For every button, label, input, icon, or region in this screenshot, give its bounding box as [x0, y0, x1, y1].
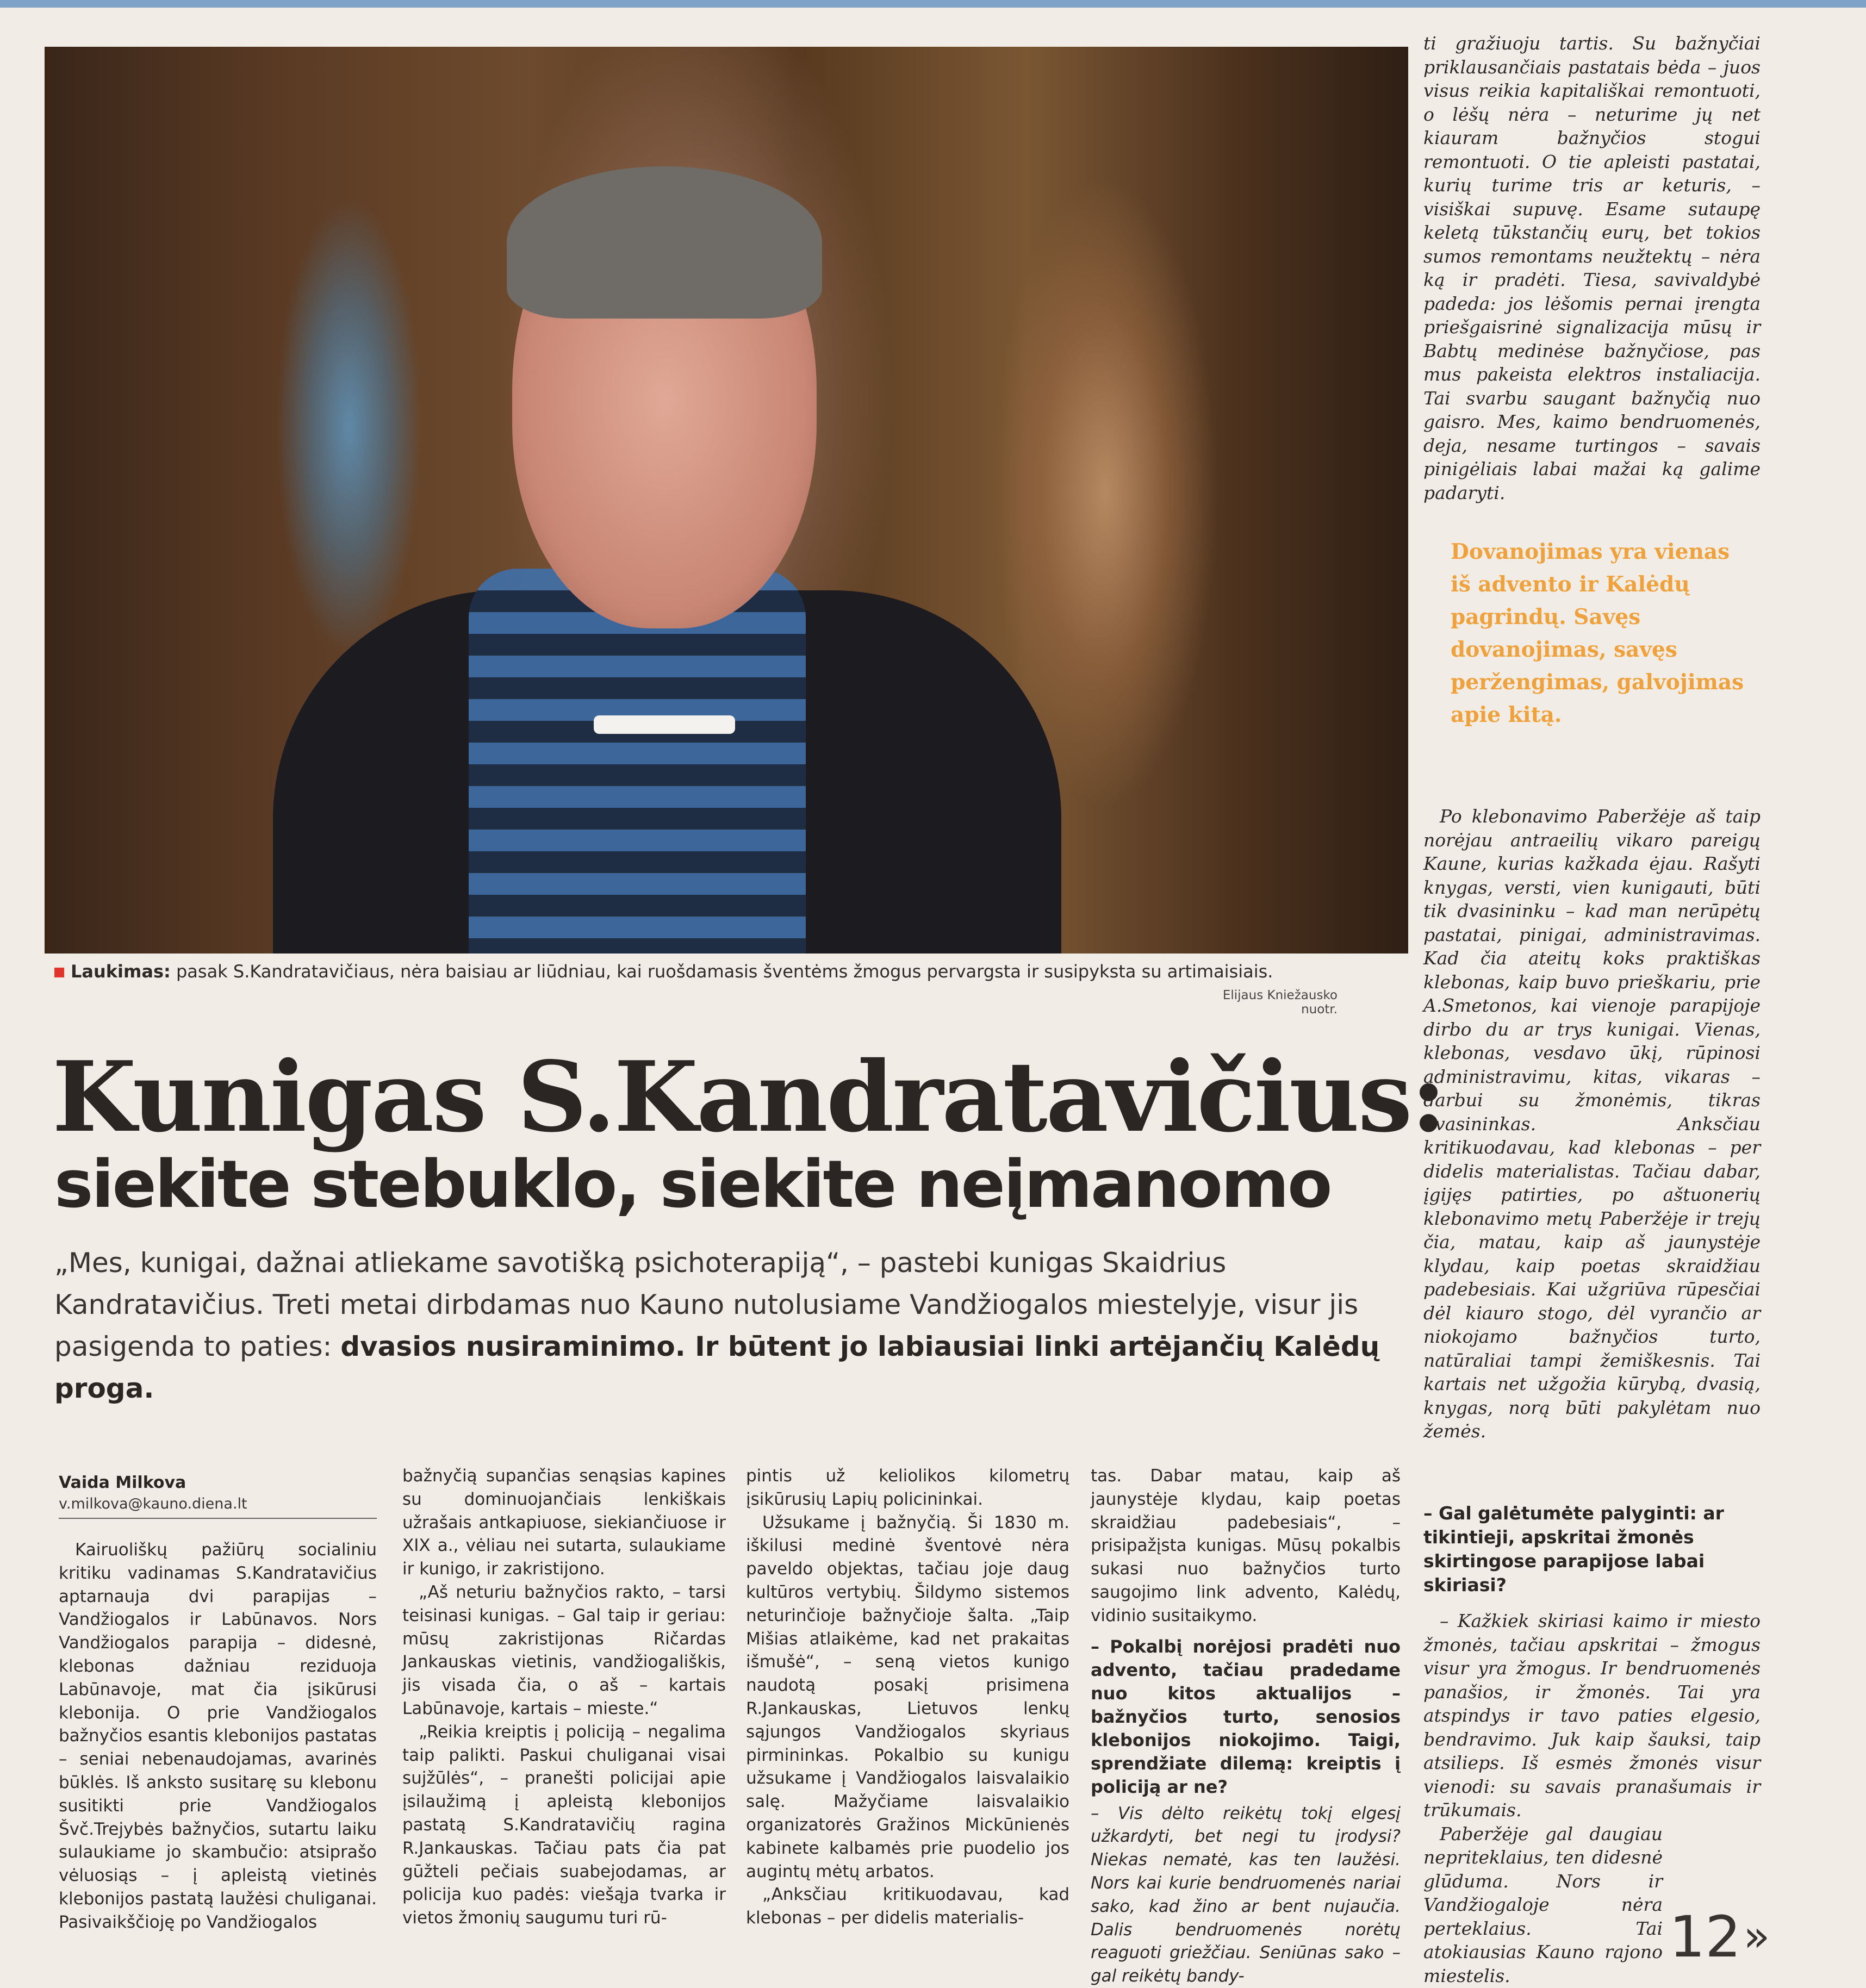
chevron-right-icon: » — [1743, 1911, 1770, 1961]
col2-paragraph-1: bažnyčią supančias senąsias kapines su dominuojančiais lenkiškais užrašais antkapiuose, siekiančiuose ir XIX a., vėliau nei sutarta, sulaukiame ir kunigo, ir zakristijono. — [402, 1466, 726, 1579]
priest-portrait-photo — [45, 47, 1408, 954]
author-email[interactable]: v.milkova@kauno.diena.lt — [59, 1495, 247, 1512]
col3-paragraph-2: Užsukame į bažnyčią. Ši 1830 m. iškilusi medinė šventovė nėra paveldo objektas, tačiau joje daug kultūros vertybių. Šildymo sistemos neturinčioje bažnyčioje šalta. „Taip Mišias atlaikėme, kad net prakaitas išmušė“, – seną vietos kunigo naudotą posakį prisimena R.Jankauskas, Lietuvos lenkų sąjungos Vandžiogalos skyriaus pirmininkas. Pokalbio su kunigu užsukame į Vandžiogalos laisvalaikio salę. Mažyčiame laisvalaikio organizatorės Gražinos Mickūnienės kabinete kalbamės prie puodelio jos augintų mėtų arbatos. — [746, 1512, 1069, 1881]
page-number-value: 12 — [1669, 1904, 1741, 1970]
right-column-top — [1423, 32, 1761, 504]
author-name: Vaida Milkova — [59, 1473, 186, 1492]
col3-paragraph-3: „Anksčiau kritikuodavau, kad klebonas – per didelis materialis- — [746, 1885, 1069, 1928]
body-column-1 — [59, 1538, 377, 1934]
lead-text: „Mes, kunigai, dažnai atliekame savotišką psichoterapiją“, – pastebi kunigas Skaidrius Kandratavičius. Treti metai dirbdamas nuo Kauno nutolusiame Vandžiogalos miestelyje, visur jis pasigenda to paties: — [54, 1247, 1359, 1362]
caption-marker-icon — [54, 968, 64, 977]
col3-paragraph-1: pintis už keliolikos kilometrų įsikūrusių Lapių policininkai. — [746, 1466, 1069, 1509]
right-column-mid — [1423, 805, 1761, 1443]
col4-paragraph-1: tas. Dabar matau, kaip aš jaunystėje klydau, kaip poetas skraidžiau padebesiais“, – prisipažįsta kunigas. Mūsų pokalbis sukasi nuo bažnyčios turto saugojimo link advento, Kalėdų, vidinio susitaikymo. — [1091, 1466, 1401, 1625]
caption-label: Laukimas: — [71, 961, 171, 982]
right-mid-paragraph: Po klebonavimo Paberžėje aš taip norėjau antraeilių vikaro pareigų Kaune, kurias kažkada ėjau. Rašyti knygas, versti, vien kunigauti, būti tik dvasininku – kad man nerūpėtų pastatai, pinigai, administravimas. Kad čia ateitų koks praktiškas klebonas, kaip buvo prieškariu, prie A.Smetonos, kai vienoje parapijoje dirbo du ar trys kunigai. Vienas, klebonas, vesdavo ūkį, rūpinosi administravimu, kitas, vikaras – darbui su žmonėmis, tikras dvasininkas. Anksčiau kritikuodavau, kad klebonas – per didelis materialistas. Tačiau dabar, įgijęs patirties, po aštuonerių klebonavimo metų Paberžėje ir trejų čia, matau, kaip aš jaunystėje klydau, kaip poetas skraidžiau padebesiais. Kai užgriūva rūpesčiai dėl kiauro stogo, dėl vyrančio ar niokojamo bažnyčios turto, natūraliai tampi žemiškesnis. Tai kartais net užgožia kūrybą, dvasią, knygas, norą būti pakylėtam nuo žemės. — [1423, 806, 1761, 1442]
col2-paragraph-2: „Aš neturiu bažnyčios rakto, – tarsi teisinasi kunigas. – Gal taip ir geriau: mūsų zakristijonas Ričardas Jankauskas vietinis, vandžiogališkis, jis visada čia, o aš – kartais Labūnavoje, kartais – mieste.“ — [402, 1582, 726, 1718]
col1-paragraph: Kairuoliškų pažiūrų socialiniu kritiku vadinamas S.Kandratavičius aptarnauja dvi parapijas – Vandžiogalos ir Labūnavos. Nors Vandžiogalos parapija – didesnė, klebonas dažniau reziduoja Labūnavoje, mat čia įsikūrusi klebonija. O prie Vandžiogalos bažnyčios esantis klebonijos pastatas – seniai nebenaudojamas, avarinės būklės. Iš anksto susitarę su klebonu susitikti prie Vandžiogalos Švč.Trejybės bažnyčios, sutartu laiku sulaukiame jo skambučio: atsiprašo vėluosiąs – į apleistą vietinės klebonijos pastatą laužėsi chuliganai. Pasivaikščioję po Vandžiogalos — [59, 1540, 377, 1932]
photo-clerical-collar — [594, 715, 735, 734]
subheadline: siekite stebuklo, siekite neįmanomo — [54, 1147, 1331, 1223]
right-answer-1: – Kažkiek skiriasi kaimo ir miesto žmonės, tačiau apskritai – žmogus visur yra žmogus. Ir bendruomenės panašios, ir žmonės. Tai yra atspindys ir tavo paties elgesio, bendravimo. Juk kaip šauksi, taip atsilieps. Iš esmės žmonės visur vienodi: su savais pranašumais ir trūkumais. — [1423, 1610, 1761, 1821]
byline — [59, 1473, 377, 1519]
lead-paragraph — [54, 1242, 1408, 1410]
photo-hair — [507, 166, 822, 319]
body-column-3 — [746, 1464, 1069, 1930]
pull-quote: Dovanojimas yra vienas iš advento ir Kalėdų pagrindų. Savęs dovanojimas, savęs peržengimas, galvojimas apie kitą. — [1451, 539, 1744, 727]
caption-text: pasak S.Kandratavičiaus, nėra baisiau ar liūdniau, kai ruošdamasis šventėms žmogus pervargsta ir susipyksta su artimaisiais. — [170, 961, 1273, 982]
right-question: – Gal galėtumėte palyginti: ar tikintieji, apskritai žmonės skirtingose parapijose labai skiriasi? — [1423, 1503, 1724, 1596]
col4-answer: – Vis dėlto reikėtų tokį elgesį užkardyti, bet negi tu įrodysi? Niekas nematė, kas ten laužėsi. Nors kai kurie bendruomenės nariai sako, kad žino ar bent nujaučia. Dalis bendruomenės norėtų reaguoti griežčiau. Seniūnas sako – gal reikėtų bandy- — [1091, 1803, 1401, 1986]
right-answer-2: Paberžėje gal daugiau nepriteklaius, ten didesnė glūduma. Nors ir Vandžiogaloje nėra perteklaius. Tai atokiausias Kauno rajono miestelis. — [1423, 1823, 1663, 1986]
body-column-2 — [402, 1464, 726, 1930]
photo-credit: Elijaus Kniežausko nuotr. — [1222, 988, 1338, 1017]
photo-caption — [54, 961, 1370, 982]
lead-bold: dvasios nusiraminimo. Ir būtent jo labiausiai linki artėjančių Kalėdų proga. — [54, 1331, 1380, 1404]
body-column-4 — [1091, 1464, 1401, 1988]
top-color-strip — [0, 0, 1866, 8]
page-number — [1669, 1904, 1770, 1970]
col2-paragraph-3: „Reikia kreiptis į policiją – negalima taip palikti. Paskui chuliganai visai sujžūlės“, – pranešti policijai apie įsilaužimą į apleistą klebonijos pastatą S.Kandratavičių ragina R.Jankauskas. Tačiau pats čia pat gūžteli pečiais suabejodamas, ar policija kuo padės: viešąja tvarka ir vietos žmonių saugumu turi rū- — [402, 1722, 726, 1928]
right-top-paragraph: ti gražiuoju tartis. Su bažnyčiai priklausančiais pastatais bėda – juos visus reikia kapitališkai remontuoti, o lėšų nėra – neturime jų net kiauram bažnyčios stogui remontuoti. O tie apleisti pastatai, kurių turime tris ar keturis, – visiškai supuvę. Esame sutaupę keletą tūkstančių eurų, bet tokios sumos remontams neužtektų – nėra ką ir pradėti. Tiesa, savivaldybė padeda: jos lėšomis pernai įrengta priešgaisrinė signalizacija mūsų ir Babtų medinėse bažnyčiose, pas mus pakeista elektros instaliacija. Tai svarbu saugant bažnyčią nuo gaisro. Mes, kaimo bendruomenės, deja, nesame turtingos – savais pinigėliais labai mažai ką galime padaryti. — [1423, 33, 1761, 503]
headline: Kunigas S.Kandratavičius: — [52, 1040, 1445, 1154]
col4-question: – Pokalbį norėjosi pradėti nuo advento, tačiau pradedame nuo kitos aktualijos – bažnyčios turto, senosios klebonijos niokojimo. Taigi, sprendžiate dilemą: kreiptis į policiją ar ne? — [1091, 1636, 1401, 1797]
